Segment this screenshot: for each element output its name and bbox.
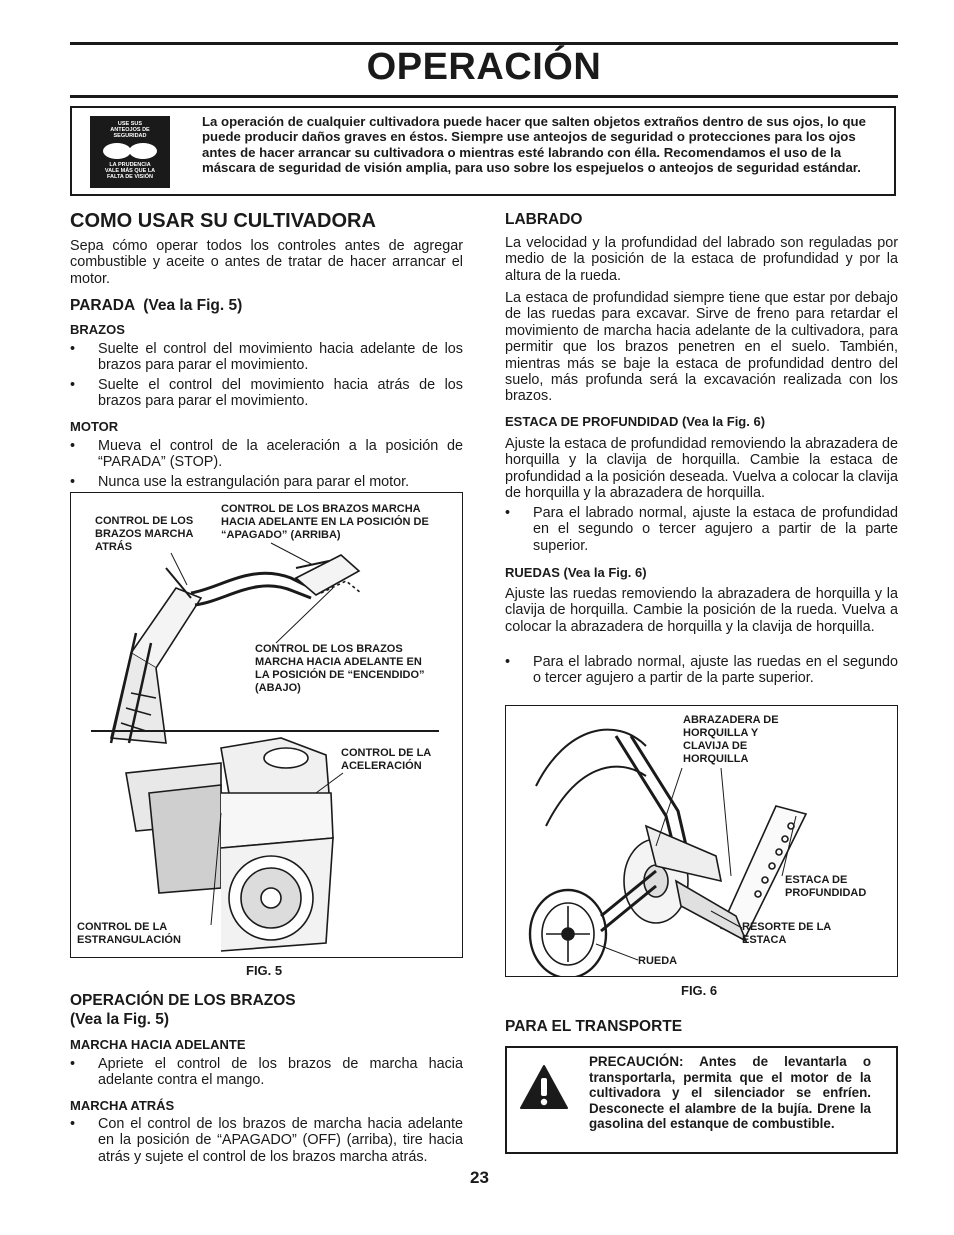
bullet-dot-icon: • <box>70 1056 76 1072</box>
parada-heading: PARADA (Vea la Fig. 5) <box>70 297 243 314</box>
callout-forward-off: CONTROL DE LOS BRAZOS MARCHA HACIA ADELANTE EN LA POSICIÓN DE “APAGADO” (ARRIBA) <box>221 503 429 541</box>
atras-heading: MARCHA ATRÁS <box>70 1098 175 1113</box>
bullet-text: Mueva el control de la aceleración a la posición de “PARADA” (STOP). <box>98 438 463 471</box>
bullet-text: Suelte el control del movimiento hacia adelante de los brazos para parar el movimiento. <box>98 341 463 374</box>
bullet-dot-icon: • <box>70 438 76 454</box>
estaca-bullet <box>505 505 898 554</box>
bullet-dot-icon: • <box>70 341 76 357</box>
motor-bullet <box>70 438 463 471</box>
badge-line: FALTA DE VISIÓN <box>106 174 154 180</box>
bullet-text: Nunca use la estrangulación para parar el motor. <box>98 474 410 490</box>
ruedas-heading: RUEDAS (Vea la Fig. 6) <box>505 565 647 580</box>
badge-line: SEGURIDAD <box>113 133 147 139</box>
brazos-heading: BRAZOS <box>70 322 125 337</box>
bullet-text: Con el control de los brazos de marcha hacia adelante en la posición de “APAGADO” (OFF) (arriba), tire hacia atrás y sujete el control de los brazos marcha atrás. <box>98 1116 463 1165</box>
intro-paragraph: Sepa cómo operar todos los controles antes de agregar combustible y aceite o antes de tratar de hacer arrancar el motor. <box>70 238 463 287</box>
badge-line: VALE MÁS QUE LA <box>104 168 156 174</box>
estaca-paragraph: Ajuste la estaca de profundidad removiendo la abrazadera de horquilla y la clavija de horquilla. Cambie la estaca de profundidad a la posición deseada. Vuelva a colocar la clavija de horquilla y la abrazadera de horquilla. <box>505 436 898 502</box>
callout-hairpin-clip: ABRAZADERA DE HORQUILLA Y CLAVIJA DE HORQUILLA <box>683 714 779 765</box>
bullet-dot-icon: • <box>70 474 76 490</box>
figure-5 <box>70 492 463 958</box>
warning-triangle-icon <box>519 1064 569 1110</box>
bullet-text: Para el labrado normal, ajuste la estaca de profundidad en el segundo o tercer agujero a partir de la parte superior. <box>533 505 898 554</box>
page-title: OPERACIÓN <box>366 46 602 88</box>
motor-heading: MOTOR <box>70 419 119 434</box>
callout-wheel: RUEDA <box>638 955 678 967</box>
section-title-como-usar: COMO USAR SU CULTIVADORA <box>70 210 376 232</box>
adelante-bullet <box>70 1056 463 1089</box>
bullet-text: Para el labrado normal, ajuste las ruedas en el segundo o tercer agujero a partir de la parte superior. <box>533 654 898 687</box>
atras-bullet <box>70 1116 463 1165</box>
badge-line: LA PRUDENCIA <box>109 162 151 168</box>
callout-stake-spring: RESORTE DE LA ESTACA <box>742 921 831 946</box>
estaca-heading: ESTACA DE PROFUNDIDAD (Vea la Fig. 6) <box>505 414 766 429</box>
tiller-handle-engine-illustration <box>71 493 462 957</box>
safety-notice-box <box>70 106 896 196</box>
adelante-heading: MARCHA HACIA ADELANTE <box>70 1037 246 1052</box>
safety-goggles-badge <box>90 116 170 188</box>
motor-bullet <box>70 474 463 490</box>
ruedas-bullet <box>505 654 898 687</box>
figure-5-caption: FIG. 5 <box>246 963 283 978</box>
brazos-operation-subheading: (Vea la Fig. 5) <box>70 1011 170 1028</box>
page-number: 23 <box>470 1168 489 1187</box>
bullet-dot-icon: • <box>70 377 76 393</box>
callout-throttle: CONTROL DE LA ACELERACIÓN <box>341 747 431 772</box>
brazos-operation-heading: OPERACIÓN DE LOS BRAZOS <box>70 992 296 1009</box>
transporte-heading: PARA EL TRANSPORTE <box>505 1018 683 1035</box>
callout-choke: CONTROL DE LA ESTRANGULACIÓN <box>77 921 181 946</box>
bullet-dot-icon: • <box>505 654 511 670</box>
figure-6 <box>505 705 898 977</box>
bullet-text: Suelte el control del movimiento hacia atrás de los brazos para parar el movimiento. <box>98 377 463 410</box>
title-underline <box>70 95 898 98</box>
labrado-paragraph-1: La velocidad y la profundidad del labrado son reguladas por medio de la posición de la estaca de profundidad y por la altura de la rueda. <box>505 235 898 284</box>
caution-text: PRECAUCIÓN: Antes de levantarla o transportarla, permita que el motor de la cultivadora y el silenciador se enfríen. Desconecte el alambre de la bujía. Drene la gasolina del estanque de combustible. <box>589 1054 871 1132</box>
bullet-text: Apriete el control de los brazos de marcha hacia adelante contra el mango. <box>98 1056 463 1089</box>
labrado-paragraph-2: La estaca de profundidad siempre tiene que estar por debajo de las ruedas para excavar. Sirve de freno para retardar el movimiento de marcha hacia adelante de la cultivadora, para permitir que los brazos penetren en el suelo. También, mientras más se baje la estaca de profundidad dentro del suelo, más profunda será la excavación realizada con los brazos. <box>505 290 898 405</box>
callout-depth-stake: ESTACA DE PROFUNDIDAD <box>785 874 867 899</box>
badge-line: USE SUS <box>117 121 143 127</box>
labrado-heading: LABRADO <box>505 211 583 228</box>
top-rule <box>70 42 898 45</box>
brazos-bullet <box>70 341 463 374</box>
callout-reverse-control: CONTROL DE LOS BRAZOS MARCHA ATRÁS <box>95 515 194 553</box>
figure-6-caption: FIG. 6 <box>681 983 718 998</box>
brazos-bullet <box>70 377 463 410</box>
callout-forward-on: CONTROL DE LOS BRAZOS MARCHA HACIA ADELANTE EN LA POSICIÓN DE “ENCENDIDO” (ABAJO) <box>255 643 425 694</box>
bullet-dot-icon: • <box>505 505 511 521</box>
goggles-icon <box>100 142 160 160</box>
badge-line: ANTEOJOS DE <box>110 127 150 133</box>
caution-box <box>505 1046 898 1154</box>
bullet-dot-icon: • <box>70 1116 76 1132</box>
ruedas-paragraph: Ajuste las ruedas removiendo la abrazadera de horquilla y la clavija de horquilla. Cambie la posición de la rueda. Vuelva a colocar la abrazadera de horquilla y la clavija de horquilla. <box>505 586 898 635</box>
safety-notice-text: La operación de cualquier cultivadora puede hacer que salten objetos extraños dentro de sus ojos, lo que puede producir daños graves en éstos. Siempre use anteojos de seguridad o protecciones para los ojos antes de hacer arrancar su cultivadora o mientras esté labrando con élla. Recomendamos el uso de la máscara de seguridad de visión amplia, para uso sobre los espejuelos o anteojos de seguridad estándar. <box>202 114 866 176</box>
